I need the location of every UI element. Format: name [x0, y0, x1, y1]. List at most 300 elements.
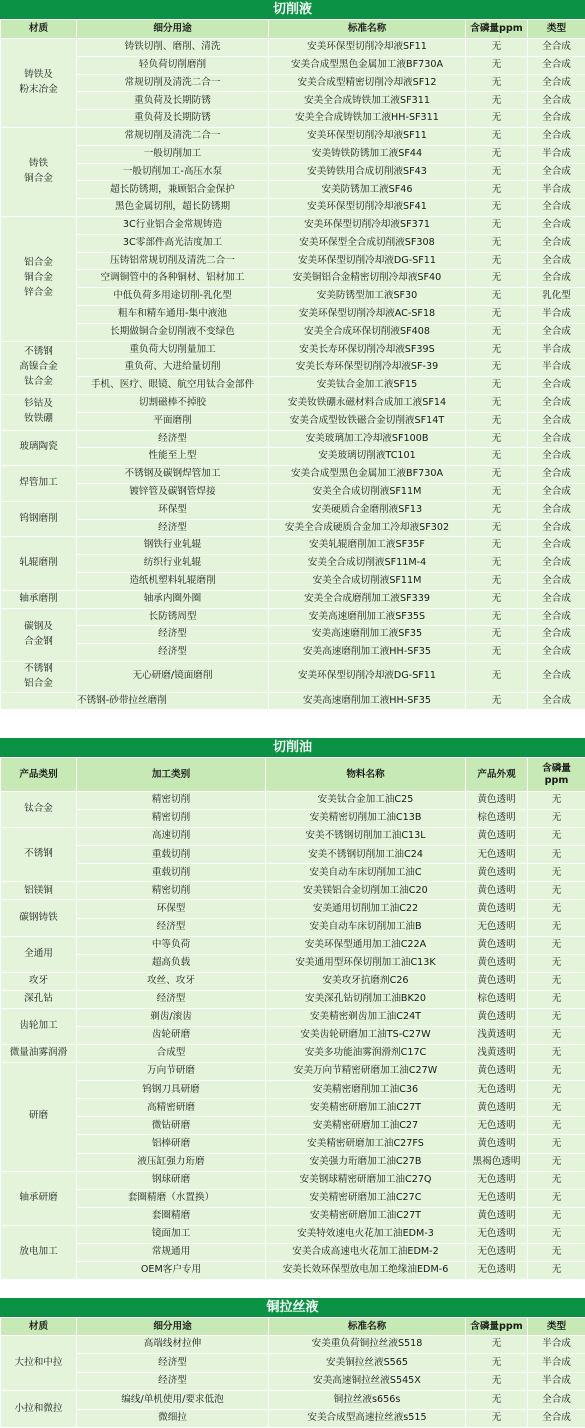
cell-col5: 全合成 — [528, 555, 585, 573]
header-type: 含磷量 ppm — [528, 758, 585, 792]
cell-usage: 剃齿/滚齿 — [77, 1008, 266, 1026]
table-row — [1, 92, 585, 110]
cell-usage: 重载切削 — [77, 846, 266, 864]
cell-product-name: 安美合成高速电火花加工油EDM-2 — [266, 1243, 466, 1261]
cell-material: 轴承研磨 — [1, 1171, 77, 1225]
cell-col5: 全合成 — [528, 394, 585, 412]
cell-col4: 无色透明 — [466, 1262, 528, 1280]
cell-material: 轧辊磨削 — [1, 537, 77, 590]
cell-usage: 攻丝、攻牙 — [77, 972, 266, 990]
cell-product-name: 安美铜铝合金精密切削冷却液SF40 — [269, 270, 466, 288]
cell-product-name: 安美齿轮研磨加工油TS-C27W — [266, 1027, 466, 1045]
header-material: 材质 — [1, 1318, 77, 1336]
cell-material: 焊管加工 — [1, 466, 77, 502]
cell-col5: 无 — [528, 1262, 585, 1280]
cell-product-name: 安美全合成铸铁加工液HH-SF311 — [269, 110, 466, 128]
table-row — [1, 74, 585, 92]
cell-product-name: 安美精密剃齿加工油C24T — [266, 1008, 466, 1026]
cell-material: 全通用 — [1, 936, 77, 972]
cell-product-name: 安美镁铝合金切削加工油C20 — [266, 882, 466, 900]
cell-col4: 无色透明 — [466, 1117, 528, 1135]
header-usage: 细分用途 — [77, 1318, 269, 1336]
header-row — [1, 758, 585, 792]
cell-usage: 轻负荷切削磨削 — [77, 56, 269, 74]
cell-material: 钨钢磨削 — [1, 501, 77, 537]
cell-col5: 无 — [528, 1225, 585, 1243]
cell-col5: 半合成 — [528, 181, 585, 199]
cell-col4: 无 — [466, 341, 528, 359]
cell-usage: 轴承内圈外圈 — [77, 590, 269, 608]
cell-col4: 黄色透明 — [466, 792, 528, 810]
cell-col5: 全合成 — [528, 199, 585, 217]
cell-product-name: 安美全合成切削液SF11M-4 — [269, 555, 466, 573]
cell-col5: 无 — [528, 1027, 585, 1045]
cell-usage: 3C行业铝合金常规铸造 — [77, 216, 269, 234]
cell-col4: 无色透明 — [466, 1081, 528, 1099]
cell-usage: 铸铁切削、磨削、清洗 — [77, 39, 269, 57]
header-name: 物料名称 — [266, 758, 466, 792]
header-usage: 细分用途 — [77, 20, 269, 39]
cell-col4: 黑褐色透明 — [466, 1153, 528, 1171]
cell-material: 放电加工 — [1, 1225, 77, 1279]
table-row — [1, 466, 585, 484]
cell-col4: 无色透明 — [466, 1171, 528, 1189]
table-header — [1, 20, 585, 39]
cell-product-name: 安美精密研磨加工油C27T — [266, 1099, 466, 1117]
cell-usage: 合成型 — [77, 1045, 266, 1063]
table-row — [1, 1372, 585, 1390]
cell-product-name: 安美合成型黑色金属加工液BF730A — [269, 56, 466, 74]
cell-col4: 无 — [466, 110, 528, 128]
cell-col5: 无 — [528, 1099, 585, 1117]
cell-col5: 全合成 — [528, 501, 585, 519]
cell-col4: 无 — [466, 590, 528, 608]
cell-col4: 无 — [466, 39, 528, 57]
header-usage: 加工类别 — [77, 758, 266, 792]
cell-col4: 无 — [466, 501, 528, 519]
cell-usage: 齿轮研磨 — [77, 1027, 266, 1045]
header-row — [1, 1318, 585, 1336]
cell-usage: OEM客户专用 — [77, 1262, 266, 1280]
cell-col5: 无 — [528, 1135, 585, 1153]
cell-col4: 黄色透明 — [466, 1135, 528, 1153]
header-phosphorus: 含磷量ppm — [466, 20, 528, 39]
cell-material: 钛合金 — [1, 792, 77, 828]
cell-product-name: 安美高速磨削加工液SF35 — [269, 626, 466, 644]
cell-product-name: 铜拉丝液s656s — [269, 1391, 466, 1409]
cell-material: 铝镁铜 — [1, 882, 77, 900]
cell-col5: 无 — [528, 1008, 585, 1026]
cell-product-name: 安美高速磨削加工液SF35S — [269, 608, 466, 626]
table-row — [1, 1081, 585, 1099]
cell-col4: 无 — [466, 74, 528, 92]
cell-product-name: 安美玻璃加工冷却液SF100B — [269, 430, 466, 448]
cell-product-name: 安美钕铁硼永磁材料合成加工液SF14 — [269, 394, 466, 412]
cell-product-name: 安美长寿环保型切削冷却液SF-39 — [269, 359, 466, 377]
table-row — [1, 1409, 585, 1427]
cell-product-name: 安美通用型环保切削加工油C13K — [266, 954, 466, 972]
cell-col4: 无 — [466, 163, 528, 181]
table-row — [1, 882, 585, 900]
cell-col4: 黄色透明 — [466, 1207, 528, 1225]
table-row — [1, 828, 585, 846]
cell-usage: 长防锈周型 — [77, 608, 269, 626]
cell-product-name: 安美轧辊磨削加工液SF35F — [269, 537, 466, 555]
cell-usage: 切割磁棒不掉胶 — [77, 394, 269, 412]
cell-col4: 无 — [466, 448, 528, 466]
cell-usage: 编线/单机使用/要求低泡 — [77, 1391, 269, 1409]
table-row — [1, 1027, 585, 1045]
cell-product-name: 安美攻牙抗磨剂C26 — [266, 972, 466, 990]
cell-col4: 无 — [466, 1354, 528, 1372]
cell-col5: 全合成 — [528, 483, 585, 501]
cell-usage: 微细拉 — [77, 1409, 269, 1427]
cell-usage: 造纸机塑料轧辊磨削 — [77, 572, 269, 590]
cell-material: 攻牙 — [1, 972, 77, 990]
cell-col4: 无 — [466, 1372, 528, 1390]
cell-col5: 无 — [528, 1207, 585, 1225]
cell-usage: 高速切削 — [77, 828, 266, 846]
cell-col5: 无 — [528, 918, 585, 936]
cell-product-name: 安美高速铜拉丝液S545X — [269, 1372, 466, 1390]
cell-product-name: 安美钛合金加工液SF15 — [269, 377, 466, 395]
table-row — [1, 1099, 585, 1117]
cell-col4: 浅黄透明 — [466, 1045, 528, 1063]
table-row — [1, 163, 585, 181]
table-row — [1, 572, 585, 590]
cell-col5: 无 — [528, 972, 585, 990]
cell-product-name: 安美全合成切削液SF11M — [269, 572, 466, 590]
header-type: 类型 — [528, 20, 585, 39]
cell-col5: 全合成 — [528, 1409, 585, 1427]
cell-usage: 环保型 — [77, 900, 266, 918]
cell-col5: 无 — [528, 864, 585, 882]
cell-col4: 黄色透明 — [466, 1063, 528, 1081]
cell-col5: 无 — [528, 1117, 585, 1135]
cell-usage: 经济型 — [77, 990, 266, 1008]
table-row — [1, 661, 585, 692]
cell-product-name: 安美环保型切削冷却液SF11 — [269, 39, 466, 57]
cell-col5: 无 — [528, 882, 585, 900]
table-row — [1, 341, 585, 359]
table-row — [1, 199, 585, 217]
cell-product-name: 安美合成型钕铁磁合金切削液SF14T — [269, 412, 466, 430]
cell-col4: 无 — [466, 305, 528, 323]
table-row — [1, 1207, 585, 1225]
table-row — [1, 1243, 585, 1261]
cell-col5: 无 — [528, 846, 585, 864]
table-row — [1, 1045, 585, 1063]
cell-col4: 无色透明 — [466, 1225, 528, 1243]
table-row — [1, 127, 585, 145]
cell-product-name: 安美精密研磨加工油C27C — [266, 1189, 466, 1207]
cell-product-name: 安美不锈钢切削加工油C24 — [266, 846, 466, 864]
cell-product-name: 安美通用切削加工油C22 — [266, 900, 466, 918]
header-type: 类型 — [528, 1318, 585, 1336]
cell-col5: 无 — [528, 936, 585, 954]
table-row — [1, 519, 585, 537]
section-title: 切削液 — [0, 0, 585, 19]
cell-col5: 全合成 — [528, 661, 585, 692]
cell-col5: 无 — [528, 900, 585, 918]
table-row — [1, 846, 585, 864]
cell-col5: 无 — [528, 954, 585, 972]
cell-col5: 半合成 — [528, 341, 585, 359]
cell-product-name: 安美强力珩磨加工油C27B — [266, 1153, 466, 1171]
table-row — [1, 626, 585, 644]
cell-usage: 微钻研磨 — [77, 1117, 266, 1135]
table-row — [1, 1008, 585, 1026]
cell-col5: 半合成 — [528, 1354, 585, 1372]
cutting-oil-table — [0, 757, 585, 1280]
cell-material — [1, 692, 77, 710]
cell-material: 铝合金 铜合金 锌合金 — [1, 216, 77, 341]
cell-usage: 不锈钢-砂带拉丝磨削 — [77, 692, 269, 710]
table-row — [1, 145, 585, 163]
cell-product-name: 安美环保型切削冷却液SF41 — [269, 199, 466, 217]
cell-col5: 全合成 — [528, 412, 585, 430]
table-row — [1, 394, 585, 412]
cell-usage: 精密切削 — [77, 792, 266, 810]
cell-product-name: 安美多功能油雾润滑剂C17C — [266, 1045, 466, 1063]
cell-usage: 重负荷、大进给量切削 — [77, 359, 269, 377]
cell-col5: 半合成 — [528, 359, 585, 377]
cell-col4: 无 — [466, 572, 528, 590]
cell-material: 钐钴及 钕铁硼 — [1, 394, 77, 430]
header-material: 材质 — [1, 20, 77, 39]
cell-usage: 万向节研磨 — [77, 1063, 266, 1081]
cell-col4: 棕色透明 — [466, 990, 528, 1008]
cell-material: 铸铁及 粉末冶金 — [1, 39, 77, 128]
cell-usage: 长期做铜合金切削液不变绿色 — [77, 323, 269, 341]
table-row — [1, 1391, 585, 1409]
cell-product-name: 安美合成型精密切削冷却液SF12 — [269, 74, 466, 92]
table-row — [1, 555, 585, 573]
cell-col4: 无 — [466, 466, 528, 484]
cell-product-name: 安美精密磨削加工油C36 — [266, 1081, 466, 1099]
cell-material: 不锈钢 — [1, 828, 77, 882]
cell-col4: 无 — [466, 199, 528, 217]
cell-col5: 全合成 — [528, 216, 585, 234]
cell-usage: 不锈钢及碳钢焊管加工 — [77, 466, 269, 484]
cell-usage: 空调铜管中的各种铜材、铝材加工 — [77, 270, 269, 288]
cell-usage: 精密切削 — [77, 810, 266, 828]
cell-usage: 经济型 — [77, 644, 269, 662]
cell-col4: 无 — [466, 234, 528, 252]
cell-col4: 无 — [466, 1391, 528, 1409]
cell-col5: 全合成 — [528, 448, 585, 466]
cell-product-name: 安美精密研磨加工油C27FS — [266, 1135, 466, 1153]
cell-col5: 半合成 — [528, 305, 585, 323]
header-phosphorus: 含磷量ppm — [466, 1318, 528, 1336]
cell-usage: 3C零部件高光洁度加工 — [77, 234, 269, 252]
cell-usage: 经济型 — [77, 1354, 269, 1372]
cell-product-name: 安美硬质合金磨削液SF13 — [269, 501, 466, 519]
cell-usage: 黑色金属切削，超长防锈期 — [77, 199, 269, 217]
cell-product-name: 安美合成型高速拉丝液s515 — [269, 1409, 466, 1427]
copper-drawing-fluid-section — [0, 1298, 585, 1428]
cell-usage: 重负荷大切削量加工 — [77, 341, 269, 359]
cell-col4: 无 — [466, 216, 528, 234]
cell-col5: 无 — [528, 1063, 585, 1081]
cell-material: 大拉和中拉 — [1, 1336, 77, 1391]
cell-product-name: 安美玻璃切削液TC101 — [269, 448, 466, 466]
table-header — [1, 1318, 585, 1336]
cell-col5: 全合成 — [528, 127, 585, 145]
cell-product-name: 安美高速磨削加工液HH-SF35 — [269, 644, 466, 662]
cell-col5: 全合成 — [528, 626, 585, 644]
cell-col4: 黄色透明 — [466, 1008, 528, 1026]
table-row — [1, 537, 585, 555]
cell-col4: 无 — [466, 537, 528, 555]
table-row — [1, 972, 585, 990]
cell-col4: 无 — [466, 608, 528, 626]
cell-usage: 常规通用 — [77, 1243, 266, 1261]
cell-col4: 浅黄透明 — [466, 1027, 528, 1045]
cell-col5: 全合成 — [528, 572, 585, 590]
cell-material: 碳钢及 合金钢 — [1, 608, 77, 661]
cell-product-name: 安美环保型切削冷却液SF11 — [269, 127, 466, 145]
table-header — [1, 758, 585, 792]
cell-col4: 无 — [466, 127, 528, 145]
cell-col4: 无 — [466, 644, 528, 662]
table-row — [1, 39, 585, 57]
cell-material: 深孔钻 — [1, 990, 77, 1008]
cell-col5: 无 — [528, 1171, 585, 1189]
cell-col4: 无 — [466, 661, 528, 692]
cell-col5: 全合成 — [528, 56, 585, 74]
cell-usage: 高端线材拉伸 — [77, 1336, 269, 1354]
cell-col5: 无 — [528, 1243, 585, 1261]
cell-col4: 棕色透明 — [466, 810, 528, 828]
cell-col5: 全合成 — [528, 590, 585, 608]
cell-col4: 无 — [466, 359, 528, 377]
table-row — [1, 918, 585, 936]
table-row — [1, 501, 585, 519]
cell-col4: 黄色透明 — [466, 954, 528, 972]
cell-usage: 一般切削加工-高压水泵 — [77, 163, 269, 181]
cell-col5: 无 — [528, 810, 585, 828]
table-row — [1, 1225, 585, 1243]
table-row — [1, 644, 585, 662]
cell-col4: 无色透明 — [466, 1243, 528, 1261]
table-row — [1, 590, 585, 608]
cell-col4: 无 — [466, 483, 528, 501]
cell-col4: 无 — [466, 430, 528, 448]
cell-col5: 无 — [528, 1045, 585, 1063]
cell-usage: 手机、医疗、眼镜、航空用钛合金部件 — [77, 377, 269, 395]
cell-col4: 黄色透明 — [466, 828, 528, 846]
table-row — [1, 1189, 585, 1207]
cell-col4: 黄色透明 — [466, 972, 528, 990]
cell-usage: 经济型 — [77, 519, 269, 537]
cell-usage: 套圈精磨（水置换） — [77, 1189, 266, 1207]
cell-product-name: 安美钛合金加工油C25 — [266, 792, 466, 810]
cell-material: 微量油雾润滑 — [1, 1045, 77, 1063]
header-name: 标准名称 — [269, 20, 466, 39]
cell-product-name: 安美重负荷铜拉丝液S518 — [269, 1336, 466, 1354]
cell-usage: 常规切削及清洗二合一 — [77, 74, 269, 92]
cell-col5: 无 — [528, 1081, 585, 1099]
cell-product-name: 安美精密切削加工油C13B — [266, 810, 466, 828]
table-row — [1, 56, 585, 74]
cell-col4: 黄色透明 — [466, 882, 528, 900]
table-row — [1, 1171, 585, 1189]
cell-col5: 全合成 — [528, 252, 585, 270]
header-row — [1, 20, 585, 39]
cutting-oil-section — [0, 738, 585, 1280]
cell-usage: 性能至上型 — [77, 448, 269, 466]
table-row — [1, 954, 585, 972]
cell-usage: 粗车和精车通用-集中液池 — [77, 305, 269, 323]
table-row — [1, 323, 585, 341]
cell-col5: 全合成 — [528, 323, 585, 341]
cell-product-name: 安美长寿环保切削冷却液SF39S — [269, 341, 466, 359]
cell-usage: 钢球研磨 — [77, 1171, 266, 1189]
cell-col5: 全合成 — [528, 644, 585, 662]
cell-col5: 全合成 — [528, 39, 585, 57]
table-row — [1, 377, 585, 395]
table-row — [1, 110, 585, 128]
cell-col4: 无 — [466, 270, 528, 288]
cell-col4: 无 — [466, 519, 528, 537]
section-title: 切削油 — [0, 738, 585, 757]
cell-usage: 一般切削加工 — [77, 145, 269, 163]
table-row — [1, 792, 585, 810]
cell-usage: 环保型 — [77, 501, 269, 519]
cell-product-name: 安美铜拉丝液S565 — [269, 1354, 466, 1372]
cell-usage: 超高负载 — [77, 954, 266, 972]
cell-col4: 无色透明 — [466, 918, 528, 936]
cell-material: 碳钢铸铁 — [1, 900, 77, 936]
cell-col4: 无 — [466, 92, 528, 110]
cell-col5: 全合成 — [528, 519, 585, 537]
cell-product-name: 安美不锈钢切削加工油C13L — [266, 828, 466, 846]
cell-product-name: 安美深孔钻切削加工油BK20 — [266, 990, 466, 1008]
cell-product-name: 安美环保型全合成切削液SF308 — [269, 234, 466, 252]
cell-col5: 全合成 — [528, 110, 585, 128]
cell-col5: 无 — [528, 990, 585, 1008]
cell-usage: 镜面加工 — [77, 1225, 266, 1243]
copper-drawing-table — [0, 1317, 585, 1428]
cell-col4: 黄色透明 — [466, 900, 528, 918]
table-row — [1, 483, 585, 501]
cell-col5: 全合成 — [528, 74, 585, 92]
cell-product-name: 安美环保型通用加工油C22A — [266, 936, 466, 954]
cell-col4: 黄色透明 — [466, 1099, 528, 1117]
cell-usage: 重载切削 — [77, 864, 266, 882]
table-row — [1, 1262, 585, 1280]
cell-col4: 无 — [466, 626, 528, 644]
cell-product-name: 安美精密研磨加工油C27 — [266, 1117, 466, 1135]
cell-col5: 全合成 — [528, 234, 585, 252]
cell-product-name: 安美全合成铸铁加工液SF311 — [269, 92, 466, 110]
cell-product-name: 安美特效速电火花加工油EDM-3 — [266, 1225, 466, 1243]
cell-usage: 液压缸强力珩磨 — [77, 1153, 266, 1171]
table-row — [1, 305, 585, 323]
table-row — [1, 864, 585, 882]
table-row — [1, 1336, 585, 1354]
cell-col4: 无色透明 — [466, 846, 528, 864]
table-row — [1, 900, 585, 918]
cell-product-name: 安美全合成磨削加工液SF339 — [269, 590, 466, 608]
header-material: 产品类别 — [1, 758, 77, 792]
cell-usage: 镀锌管及碳钢管焊接 — [77, 483, 269, 501]
cell-product-name: 安美环保型切削冷却液DG-SF11 — [269, 661, 466, 692]
cell-product-name: 安美合成型黑色金属加工液BF730A — [269, 466, 466, 484]
cell-material: 不锈钢 铝合金 — [1, 661, 77, 692]
cell-usage: 常规切削及清洗二合一 — [77, 127, 269, 145]
